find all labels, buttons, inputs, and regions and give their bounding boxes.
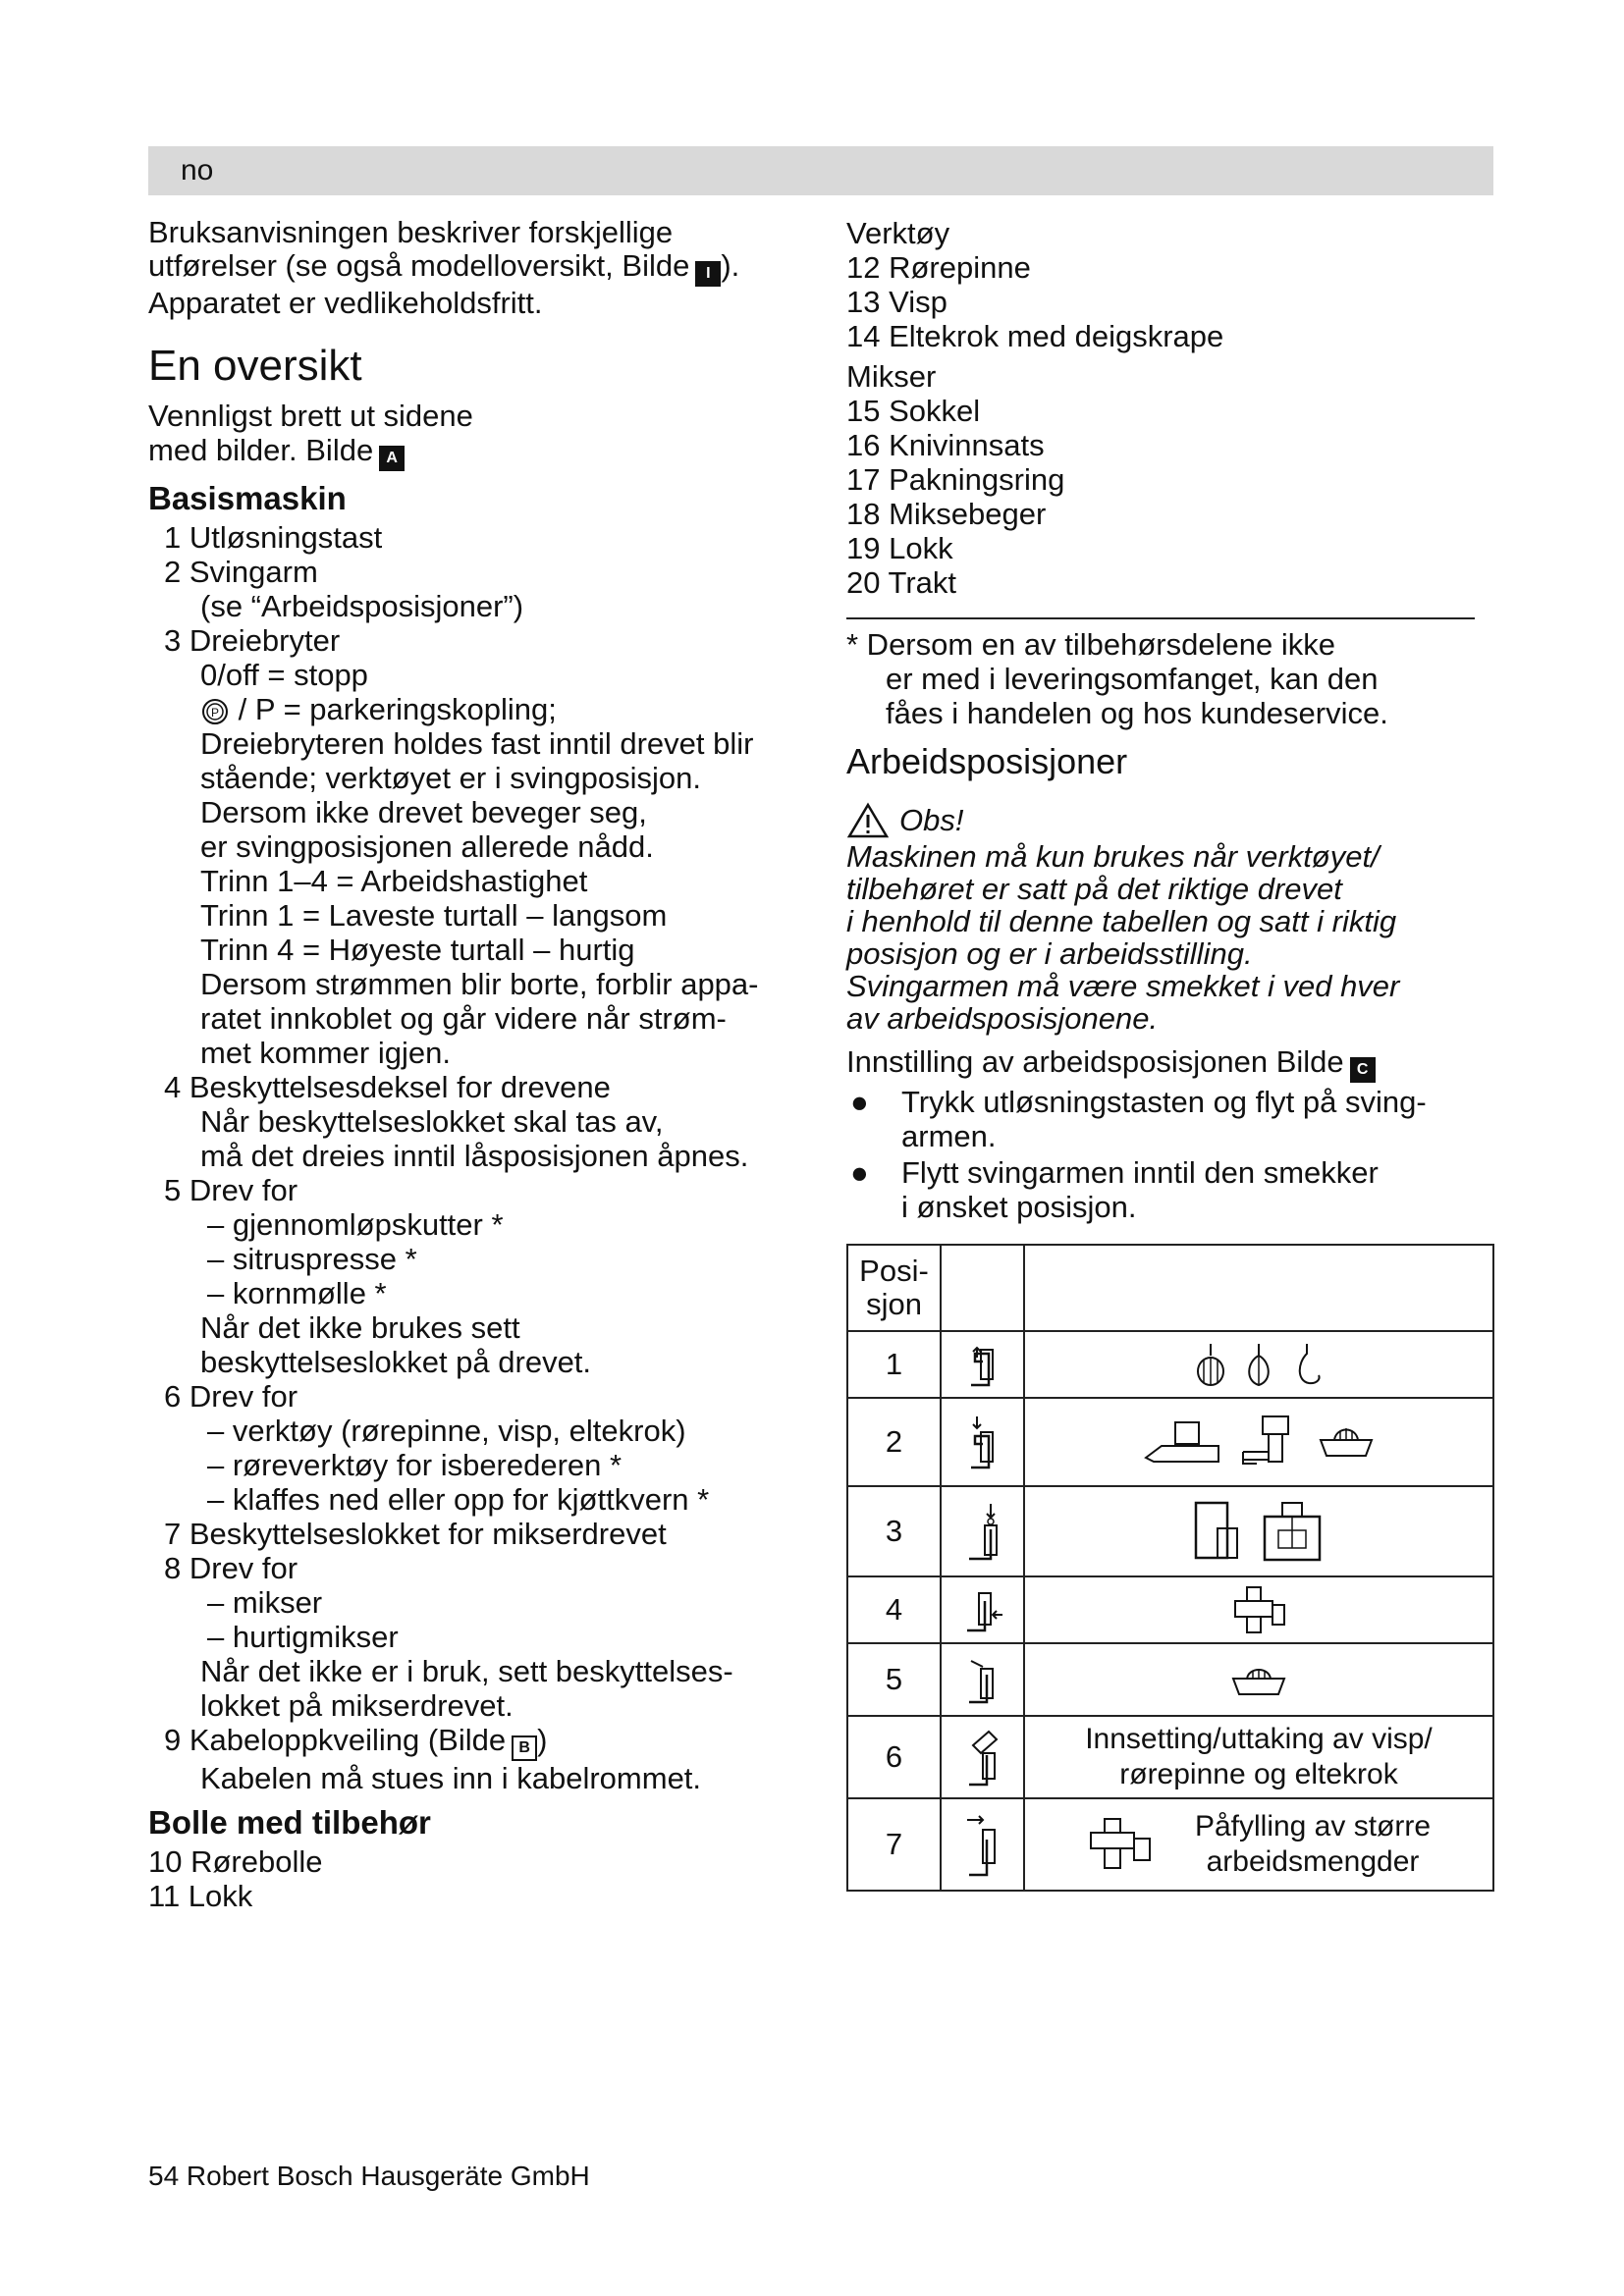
bullet-item: [846, 1155, 1494, 1224]
table-row: [847, 1643, 1493, 1716]
item-4: 4 Beskyttelsesdeksel for drevene: [164, 1070, 611, 1104]
unfold-line-2-text: med bilder. Bilde: [148, 433, 374, 467]
item-6: 6 Drev for: [164, 1379, 298, 1414]
tools-item: 12 Rørepinne: [846, 250, 1031, 285]
table-row: [847, 1798, 1493, 1891]
bullet-text: [901, 1085, 1427, 1153]
footnote-line-2: er med i leveringsomfanget, kan den: [886, 662, 1379, 696]
row-7-text-line: Påfylling av større: [1194, 1810, 1432, 1842]
item-3-line: er svingposisjonen allerede nådd.: [200, 829, 654, 864]
mixer-item: 19 Lokk: [846, 531, 953, 565]
bowl-title: Bolle med tilbehør: [148, 1804, 431, 1841]
svg-text:P: P: [211, 705, 220, 720]
warning-line: av arbeidsposisjonene.: [846, 1001, 1159, 1036]
dough-hook-icon: [1287, 1342, 1326, 1387]
position-number: 1: [847, 1331, 941, 1398]
food-processor-icon: [1253, 1497, 1331, 1566]
tools-title: Verktøy: [846, 216, 950, 250]
footnote-line-3: fåes i handelen og hos kundeservice.: [886, 696, 1388, 730]
item-3-line: Trinn 4 = Høyeste turtall – hurtig: [200, 933, 635, 967]
item-2-note: (se “Arbeidsposisjoner”): [200, 589, 524, 623]
bullet-text-line: i ønsket posisjon.: [901, 1190, 1137, 1224]
slicer-attachment-icon: [1142, 1415, 1230, 1469]
tools-cell: [1024, 1398, 1493, 1486]
tools-item: 14 Eltekrok med deigskrape: [846, 319, 1224, 353]
basis-title: Basismaskin: [148, 480, 347, 516]
tools-cell: [1024, 1643, 1493, 1716]
item-3-line: Trinn 1–4 = Arbeidshastighet: [200, 864, 588, 898]
page-footer: 54 Robert Bosch Hausgeräte GmbH: [148, 2161, 590, 2191]
item-5-sub: – sitruspresse *: [207, 1242, 417, 1276]
mixer-item: 16 Knivinnsats: [846, 428, 1045, 462]
bowl-item: 11 Lokk: [148, 1879, 253, 1913]
table-row: [847, 1576, 1493, 1643]
warning-label: Obs!: [899, 803, 964, 837]
item-9: [148, 1723, 816, 1761]
setting-title-text: Innstilling av arbeidsposisjonen Bilde: [846, 1044, 1344, 1079]
figure-badge-a: A: [379, 446, 405, 471]
table-row: [847, 1398, 1493, 1486]
row-6-text-line: Innsetting/uttaking av visp/: [1085, 1723, 1433, 1755]
bullet-text-line: Flytt svingarmen inntil den smekker: [901, 1155, 1379, 1190]
position-number: 2: [847, 1398, 941, 1486]
mixer-item: 18 Miksebeger: [846, 497, 1047, 531]
bullet-dot-icon: ●: [850, 1085, 869, 1119]
right-column: [846, 216, 1494, 1892]
item-3-line: stående; verktøyet er i svingposisjon.: [200, 761, 702, 795]
item-3-line: Dreiebryteren holdes fast inntil drevet blir: [200, 726, 754, 761]
item-3-line: ratet innkoblet og går videre når strøm-: [200, 1001, 727, 1036]
filling-tool-icon: [1087, 1815, 1156, 1874]
figure-badge-b: B: [512, 1735, 537, 1761]
table-row: [847, 1716, 1493, 1798]
header-arm-icon: [941, 1245, 1024, 1331]
bullet-text: [901, 1155, 1379, 1224]
table-row: [847, 1486, 1493, 1576]
row-7-text-line: arbeidsmengder: [1206, 1845, 1420, 1878]
table-header-row: [847, 1245, 1493, 1331]
item-8-line: Når det ikke er i bruk, sett beskyttelses-: [200, 1654, 733, 1688]
table-row: [847, 1331, 1493, 1398]
footnote-divider: [846, 617, 1475, 619]
header-position: [847, 1245, 941, 1331]
figure-badge-i: I: [695, 261, 721, 287]
row-6-text: [1024, 1716, 1493, 1798]
item-5-sub: – kornmølle *: [207, 1276, 387, 1310]
grain-mill-icon: [1229, 1583, 1288, 1636]
row-6-text-line: rørepinne og eltekrok: [1119, 1758, 1398, 1790]
position-number: 5: [847, 1643, 941, 1716]
item-8-sub: – hurtigmikser: [207, 1620, 399, 1654]
unfold-line-2: [148, 433, 816, 471]
bullet-dot-icon: ●: [850, 1155, 869, 1190]
blender-icon: [1186, 1497, 1245, 1566]
parking-text: / P = parkeringskopling;: [230, 692, 557, 726]
header-position-line: Posi-: [859, 1254, 929, 1288]
arm-position-2-icon: [941, 1398, 1024, 1486]
warning-triangle-icon: [846, 802, 890, 839]
tools-cell: [1024, 1486, 1493, 1576]
intro-line-3: Apparatet er vedlikeholdsfritt.: [148, 286, 543, 320]
item-6-sub: – verktøy (rørepinne, visp, eltekrok): [207, 1414, 686, 1448]
parking-icon: [200, 697, 230, 726]
setting-title: [846, 1044, 1494, 1083]
item-3-line: Dersom strømmen blir borte, forblir appa-: [200, 967, 759, 1001]
language-code: no: [181, 154, 214, 187]
item-3-line: Dersom ikke drevet beveger seg,: [200, 795, 647, 829]
item-8-sub: – mikser: [207, 1585, 323, 1620]
item-6-sub: – klaffes ned eller opp for kjøttkvern *: [207, 1482, 710, 1517]
footnote: [846, 627, 1494, 730]
warning-heading: [846, 801, 1494, 840]
row-7-inner: [1025, 1809, 1492, 1880]
positions-title: Arbeidsposisjoner: [846, 741, 1128, 781]
item-3-line: met kommer igjen.: [200, 1036, 451, 1070]
item-8: 8 Drev for: [164, 1551, 298, 1585]
footnote-line-1: * Dersom en av tilbehørsdelene ikke: [846, 627, 1335, 662]
arm-position-6-icon: [941, 1716, 1024, 1798]
arm-position-5-icon: [941, 1643, 1024, 1716]
bowl-item: 10 Rørebolle: [148, 1844, 323, 1879]
ice-cream-maker-icon: [1229, 1663, 1288, 1698]
intro-line-1: Bruksanvisningen beskriver forskjellige: [148, 215, 674, 249]
item-2: 2 Svingarm: [164, 555, 318, 589]
row-7-text: [1195, 1809, 1431, 1880]
item-1: 1 Utløsningstast: [164, 520, 383, 555]
position-number: 7: [847, 1798, 941, 1891]
item-5: 5 Drev for: [164, 1173, 298, 1207]
tools-cell: [1024, 1331, 1493, 1398]
header-tools: [1024, 1245, 1493, 1331]
item-4-line: Når beskyttelseslokket skal tas av,: [200, 1104, 664, 1139]
intro-line-2-end: ).: [721, 248, 740, 283]
positions-table: [846, 1244, 1494, 1892]
warning-line: posisjon og er i arbeidsstilling.: [846, 936, 1253, 971]
position-number: 3: [847, 1486, 941, 1576]
position-number: 4: [847, 1576, 941, 1643]
item-6-sub: – røreverktøy for isberederen *: [207, 1448, 623, 1482]
arm-position-7-icon: [941, 1798, 1024, 1891]
item-3-line: 0/off = stopp: [200, 658, 368, 692]
arm-position-1-icon: [941, 1331, 1024, 1398]
item-3: 3 Dreiebryter: [164, 623, 341, 658]
item-8-line: lokket på mikserdrevet.: [200, 1688, 514, 1723]
position-number: 6: [847, 1716, 941, 1798]
item-3-line: [148, 692, 816, 726]
item-5-line: Når det ikke brukes sett: [200, 1310, 520, 1345]
meat-grinder-icon: [1239, 1413, 1308, 1471]
unfold-line-1: Vennligst brett ut sidene: [148, 399, 473, 433]
warning-line: i henhold til denne tabellen og satt i riktig: [846, 904, 1397, 938]
warning-line: tilbehøret er satt på det riktige drevet: [846, 872, 1342, 906]
item-9-line: Kabelen må stues inn i kabelrommet.: [200, 1761, 702, 1795]
whisk-icon: [1191, 1342, 1230, 1387]
left-column: [148, 216, 816, 1913]
item-7: 7 Beskyttelseslokket for mikserdrevet: [164, 1517, 667, 1551]
tools-item: 13 Visp: [846, 285, 947, 319]
warning-line: Maskinen må kun brukes når verktøyet/: [846, 839, 1380, 874]
item-4-line: må det dreies inntil låsposisjonen åpnes.: [200, 1139, 749, 1173]
header-position-line: sjon: [866, 1287, 922, 1321]
intro-line-2-text: utførelser (se også modelloversikt, Bilde: [148, 248, 690, 283]
language-bar: [148, 146, 1493, 195]
bullet-item: [846, 1085, 1494, 1153]
intro-line-2: [148, 249, 816, 287]
warning-line: Svingarmen må være smekket i ved hver: [846, 969, 1400, 1003]
bullet-text-line: Trykk utløsningstasten og flyt på sving-: [901, 1085, 1427, 1119]
item-9-end: ): [537, 1723, 548, 1757]
mixer-title: Mikser: [846, 359, 937, 394]
mixer-item: 17 Pakningsring: [846, 462, 1065, 497]
overview-title: En oversikt: [148, 342, 362, 390]
item-9-text: 9 Kabeloppkveiling (Bilde: [164, 1723, 507, 1757]
arm-position-4-icon: [941, 1576, 1024, 1643]
citrus-press-icon: [1317, 1422, 1376, 1462]
figure-badge-c: C: [1350, 1057, 1376, 1083]
tools-cell: [1024, 1576, 1493, 1643]
item-5-line: beskyttelseslokket på drevet.: [200, 1345, 592, 1379]
item-5-sub: – gjennomløpskutter *: [207, 1207, 504, 1242]
bullet-text-line: armen.: [901, 1119, 997, 1153]
item-3-line: Trinn 1 = Laveste turtall – langsom: [200, 898, 668, 933]
beater-icon: [1239, 1342, 1278, 1387]
arm-position-3-icon: [941, 1486, 1024, 1576]
row-7-content: [1024, 1798, 1493, 1891]
mixer-item: 15 Sokkel: [846, 394, 981, 428]
mixer-item: 20 Trakt: [846, 565, 956, 600]
